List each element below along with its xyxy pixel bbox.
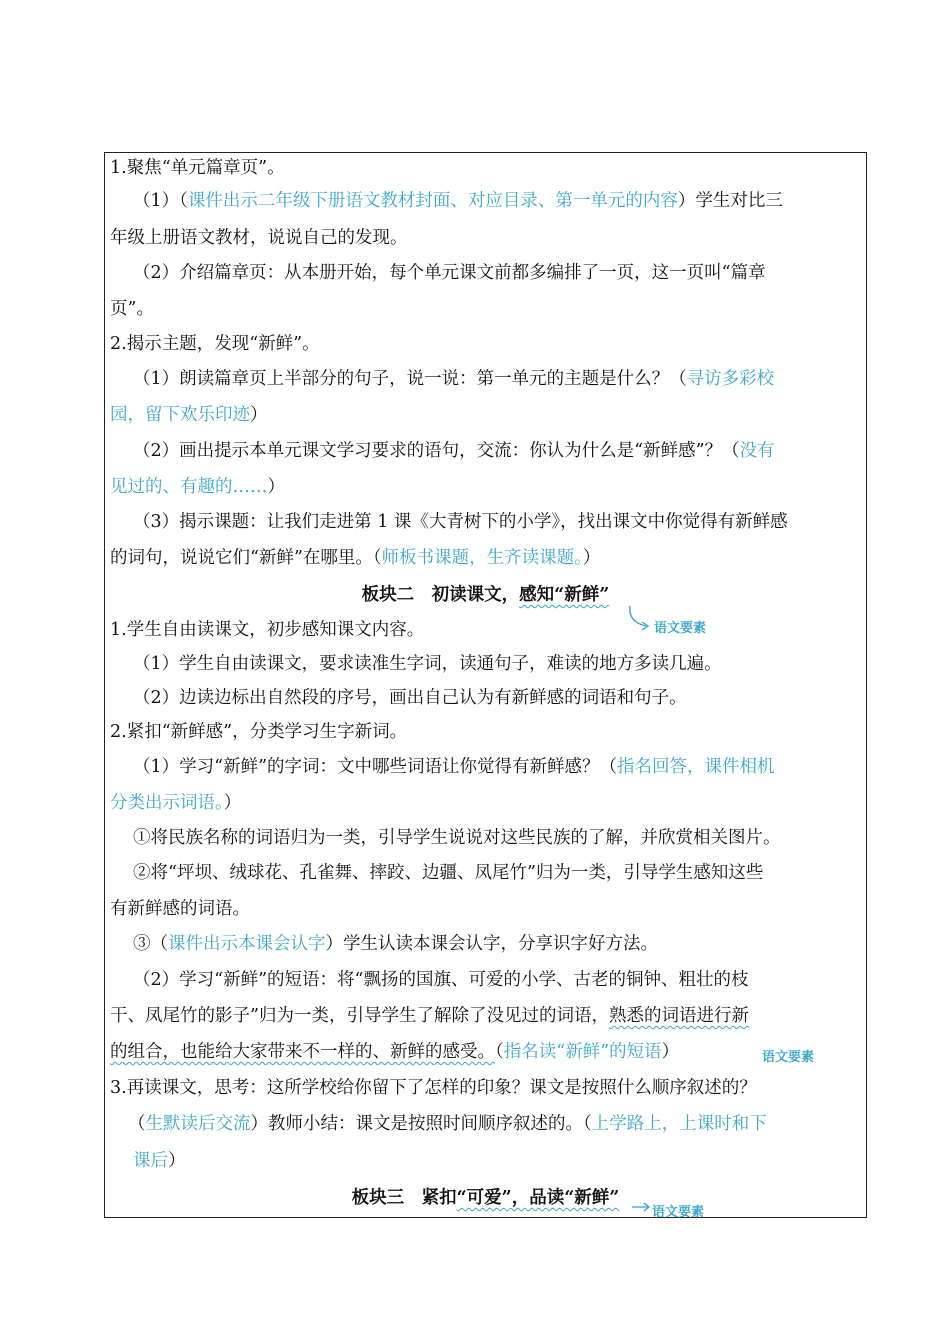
step-b2-circle-1: ①将民族名称的词语归为一类，引导学生说说对这些民族的了解，并欣赏相关图片。: [133, 828, 781, 848]
step-1-2-cont: 页”。: [110, 299, 154, 319]
annotation-note: 语文要素: [762, 1050, 815, 1065]
step-b2-circle-2-cont: 有新鲜感的词语。: [110, 899, 250, 919]
step-2-2: （2）画出提示本单元课文学习要求的语句，交流：你认为什么是“新鲜感”？（没有: [133, 441, 775, 461]
step-2-1: （1）朗读篇章页上半部分的句子，说一说：第一单元的主题是什么？（寻访多彩校: [133, 369, 775, 389]
annotation-note: 语文要素: [652, 1205, 705, 1220]
step-2: 2.揭示主题，发现“新鲜”。: [110, 334, 320, 354]
annotation-note: 语文要素: [654, 621, 707, 636]
step-2-2-cont: 见过的、有趣的……）: [110, 477, 285, 497]
step-b2-2-1: （1）学习“新鲜”的字词：文中哪些词语让你觉得有新鲜感？（指名回答，课件相机: [133, 757, 775, 777]
step-b2-1-1: （1）学生自由读课文，要求读准生字词，读通句子，难读的地方多读几遍。: [133, 654, 722, 674]
step-1-1-cont: 年级上册语文教材，说说自己的发现。: [110, 228, 408, 248]
step-2-1-cont: 园，留下欢乐印迹）: [110, 405, 268, 425]
step-b2-2: 2.紧扣“新鲜感”，分类学习生字新词。: [110, 722, 408, 742]
step-1-1: （1）（课件出示二年级下册语文教材封面、对应目录、第一单元的内容）学生对比三: [133, 191, 783, 211]
step-2-3: （3）揭示课题：让我们走进第 1 课《大青树下的小学》，找出课文中你觉得有新鲜感: [133, 512, 788, 532]
step-b2-2-2-cont1: 干、凤尾竹的影子”归为一类，引导学生了解除了没见过的词语，熟悉的词语进行新: [110, 1006, 749, 1026]
step-b2-circle-2: ②将“坪坝、绒球花、孔雀舞、摔跤、边疆、凤尾竹”归为一类，引导学生感知这些: [133, 863, 764, 883]
step-b2-3-cont2: 课后）: [133, 1151, 186, 1171]
step-b2-1-2: （2）边读边标出自然段的序号，画出自己认为有新鲜感的词语和句子。: [133, 688, 687, 708]
step-b2-3: 3.再读课文，思考：这所学校给你留下了怎样的印象？课文是按照什么顺序叙述的？: [110, 1078, 757, 1098]
step-b2-2-2-cont2: 的组合，也能给大家带来不一样的、新鲜的感受。（指名读“新鲜”的短语）: [110, 1042, 680, 1062]
step-2-3-cont: 的词句，说说它们“新鲜”在哪里。（师板书课题，生齐读课题。）: [110, 548, 601, 568]
section-heading-2: 板块二 初读课文，感知“新鲜”: [361, 585, 610, 605]
step-b2-2-2: （2）学习“新鲜”的短语：将“飘扬的国旗、可爱的小学、古老的铜钟、粗壮的枝: [133, 970, 749, 990]
section-heading-3: 板块三 紧扣“可爱”，品读“新鲜”: [351, 1188, 620, 1208]
step-b2-2-1-cont: 分类出示词语。）: [110, 793, 242, 813]
step-1-2: （2）介绍篇章页：从本册开始，每个单元课文前都多编排了一页，这一页叫“篇章: [133, 263, 766, 283]
step-b2-1: 1.学生自由读课文，初步感知课文内容。: [110, 620, 425, 640]
step-b2-circle-3: ③（课件出示本课会认字）学生认读本课会认字，分享识字好方法。: [133, 934, 658, 954]
step-1: 1.聚焦“单元篇章页”。: [110, 158, 285, 178]
annotation-arrow-icon: [630, 1200, 654, 1214]
step-b2-3-cont1: （生默读后交流）教师小结：课文是按照时间顺序叙述的。（上学路上，上课时和下: [128, 1114, 767, 1134]
